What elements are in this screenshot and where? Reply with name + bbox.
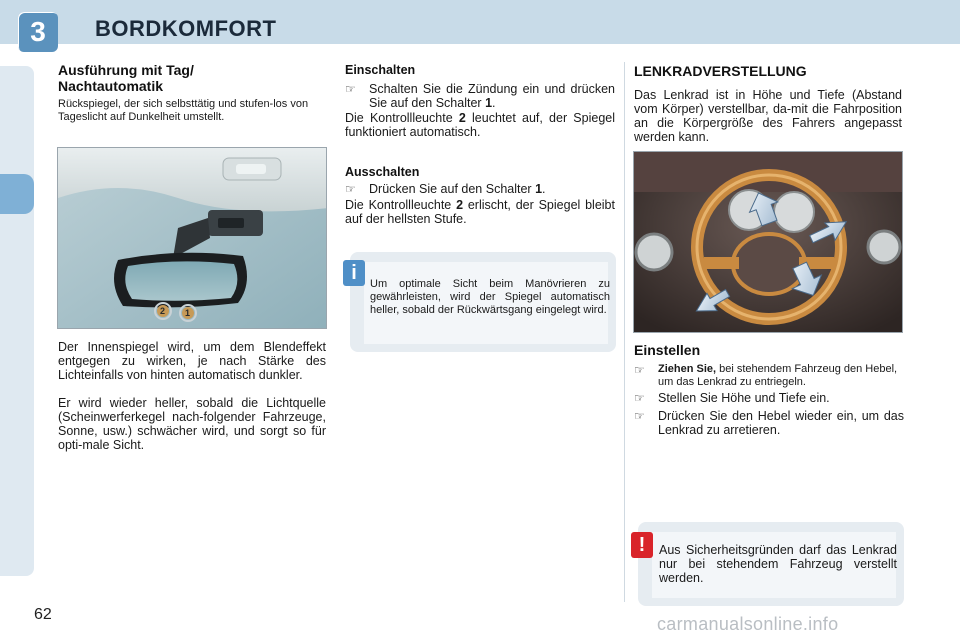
ausschalten-bullet-text: Drücken Sie auf den Schalter — [369, 182, 532, 196]
page-number: 62 — [34, 606, 52, 623]
steering-section-title: LENKRADVERSTELLUNG — [634, 63, 807, 79]
einschalten-bullet: ☞ Schalten Sie die Zündung ein und drücken Sie auf den Schalter 1. — [345, 82, 615, 110]
steering-intro: Das Lenkrad ist in Höhe und Tiefe (Abstand vom Körper) verstellbar, da-mit die Fahrposition an die Körpergröße des Fahrers angepasst werden kann. — [634, 88, 902, 144]
ausschalten-title: Ausschalten — [345, 165, 420, 179]
ausschalten-text — [345, 198, 615, 226]
pointing-hand-icon: ☞ — [345, 82, 356, 96]
warning-text: Aus Sicherheitsgründen darf das Lenkrad nur bei stehendem Fahrzeug verstellt werden. — [659, 543, 897, 585]
mirror-intro: Rückspiegel, der sich selbsttätig und stufen-los von Tageslicht auf Dunkelheit umstellt. — [58, 98, 309, 123]
steering-bullet-1 — [634, 363, 904, 389]
info-icon: i — [343, 260, 365, 286]
steering-bullet-1-text: bei stehendem Fahrzeug den Hebel, um das Lenkrad zu entriegeln. — [658, 363, 898, 388]
info-text: Um optimale Sicht beim Manövrieren zu gewährleisten, wird der Spiegel automatisch heller, sobald der Rückwärtsgang eingelegt wird. — [370, 278, 610, 316]
ausschalten-bullet-num: 1 — [535, 182, 543, 196]
einschalten-text-num: 2 — [458, 111, 466, 125]
side-rail — [0, 66, 34, 576]
pointing-hand-icon: ☞ — [634, 409, 645, 423]
einschalten-bullet-text: Schalten Sie die Zündung ein und drücken Sie auf den Schalter — [369, 82, 615, 110]
mirror-label-1: 1 — [185, 308, 191, 318]
einschalten-text-post: leuchtet auf, der Spiegel funktioniert automatisch. — [345, 111, 615, 139]
steering-bullet-3-text: Drücken Sie den Hebel wieder ein, um das Lenkrad zu arretieren. — [658, 409, 904, 437]
mirror-photo — [57, 147, 327, 329]
ausschalten-bullet: ☞ Drücken Sie auf den Schalter 1. — [345, 182, 546, 196]
mirror-illustration — [58, 148, 327, 329]
ausschalten-text-pre: Die Kontrollleuchte — [345, 198, 452, 212]
steering-bullet-3 — [634, 409, 904, 437]
side-rail-tab — [0, 174, 34, 214]
einschalten-text-pre: Die Kontrollleuchte — [345, 111, 453, 125]
watermark: carmanualsonline.info — [657, 614, 839, 634]
ausschalten-text-num: 2 — [456, 198, 464, 212]
pointing-hand-icon: ☞ — [634, 363, 645, 377]
pointing-hand-icon: ☞ — [345, 182, 356, 196]
mirror-para-1: Der Innenspiegel wird, um dem Blendeffekt entgegen zu wirken, je nach Stärke des Lichteinfalls von hinten automatisch dunkler. — [58, 340, 326, 382]
steering-illustration — [634, 152, 903, 333]
chapter-title: BORDKOMFORT — [95, 16, 277, 41]
einschalten-title: Einschalten — [345, 63, 416, 77]
mirror-label-2: 2 — [160, 306, 166, 316]
einschalten-bullet-num: 1 — [485, 96, 493, 110]
steering-photo — [633, 151, 903, 333]
chapter-number-badge: 3 — [18, 12, 58, 52]
steering-bullet-1-bold: Ziehen Sie, — [658, 363, 717, 375]
steering-bullet-2-text: Stellen Sie Höhe und Tiefe ein. — [658, 391, 830, 405]
mirror-section-title: Ausführung mit Tag/ Nachtautomatik — [58, 62, 194, 94]
warning-icon: ! — [631, 532, 653, 558]
pointing-hand-icon: ☞ — [634, 391, 645, 405]
column-divider — [624, 62, 625, 602]
einschalten-text — [345, 111, 615, 139]
einstellen-title: Einstellen — [634, 342, 701, 358]
ausschalten-text-post: erlischt, der Spiegel bleibt auf der hellsten Stufe. — [345, 198, 615, 226]
steering-bullet-2 — [634, 391, 904, 405]
mirror-para-2: Er wird wieder heller, sobald die Lichtquelle (Scheinwerferkegel nach-folgender Fahrzeuge, Sonne, usw.) schwächer wird, und sorgt so für opti-male Sicht. — [58, 396, 326, 452]
